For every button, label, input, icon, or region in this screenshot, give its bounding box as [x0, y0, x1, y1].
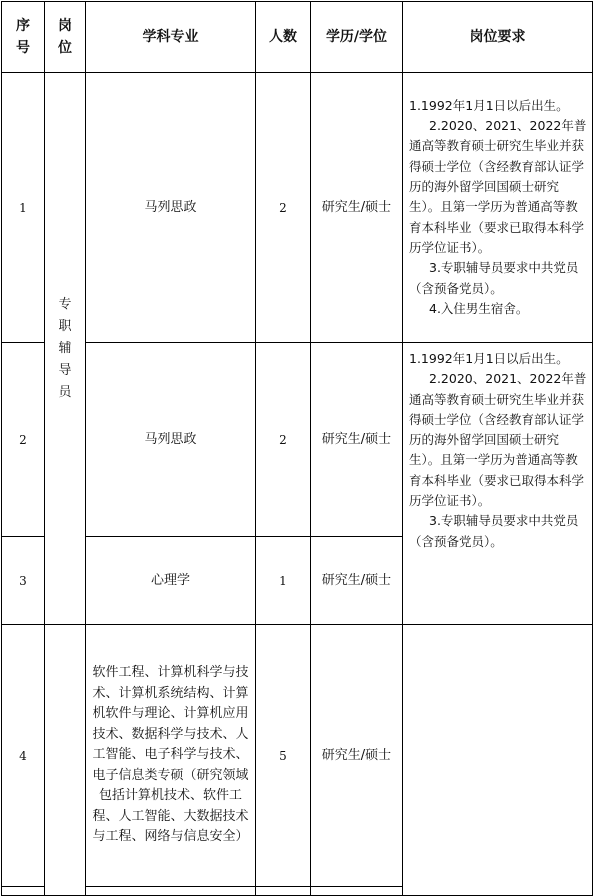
row-requirements-empty: [403, 625, 593, 896]
req-item: 4.入住男生宿舍。: [429, 300, 529, 316]
header-count: 人数: [256, 2, 311, 73]
req-item: 2.2020、2021、2022年普通高等教育硕士研究生毕业并获得硕士学位（含经教育部认证学历的海外留学回国硕士研究生）。且第一学历为普通高等教育本科毕业（要求已取得本科学历学位证书）。: [409, 371, 587, 509]
row-degree: 研究生/硕士: [311, 343, 403, 537]
row-requirements: [403, 73, 593, 343]
row-major: 马列思政: [86, 73, 256, 343]
req-item: 1.1992年1月1日以后出生。: [409, 97, 569, 113]
post-cell: [45, 73, 86, 625]
req-item: 2.2020、2021、2022年普通高等教育硕士研究生毕业并获得硕士学位（含经教育部认证学历的海外留学回国硕士研究生）。且第一学历为普通高等教育本科毕业（要求已取得本科学历学位证书）。: [409, 118, 587, 255]
table-row: [2, 73, 593, 343]
post-cell-empty: [45, 625, 86, 896]
row-count: 2: [256, 343, 311, 537]
cut-cell: [256, 887, 311, 896]
row-count: 2: [256, 73, 311, 343]
req-item: 3.专职辅导员要求中共党员（含预备党员）。: [409, 260, 579, 296]
row-seq: 4: [2, 625, 45, 887]
req-item: 1.1992年1月1日以后出生。: [409, 351, 569, 366]
table-row: [2, 625, 593, 887]
header-req: 岗位要求: [403, 2, 593, 73]
row-degree: 研究生/硕士: [311, 625, 403, 887]
row-seq: 2: [2, 343, 45, 537]
header-seq: 序号: [2, 2, 45, 73]
recruitment-table: [1, 1, 593, 896]
row-major: 软件工程、计算机科学与技术、计算机系统结构、计算机软件与理论、计算机应用技术、数据科学与技术、人工智能、电子科学与技术、电子信息类专硕（研究领域包括计算机技术、软件工程、人工智能、大数据技术与工程、网络与信息安全）: [86, 625, 256, 887]
header-post: 岗位: [45, 2, 86, 73]
cut-cell: [86, 887, 256, 896]
row-count: 5: [256, 625, 311, 887]
row-seq: 3: [2, 537, 45, 625]
row-major: 马列思政: [86, 343, 256, 537]
header-row: [2, 2, 593, 73]
row-seq: 1: [2, 73, 45, 343]
post-name: 专职辅导员: [58, 296, 72, 400]
row-degree: 研究生/硕士: [311, 537, 403, 625]
row-count: 1: [256, 537, 311, 625]
row-degree: 研究生/硕士: [311, 73, 403, 343]
row-requirements: [403, 343, 593, 625]
row-major: 心理学: [86, 537, 256, 625]
header-degree: 学历/学位: [311, 2, 403, 73]
req-item: 3.专职辅导员要求中共党员（含预备党员）。: [409, 513, 579, 549]
cut-cell: [2, 887, 45, 896]
header-major: 学科专业: [86, 2, 256, 73]
table-row: [2, 343, 593, 537]
cut-cell: [311, 887, 403, 896]
